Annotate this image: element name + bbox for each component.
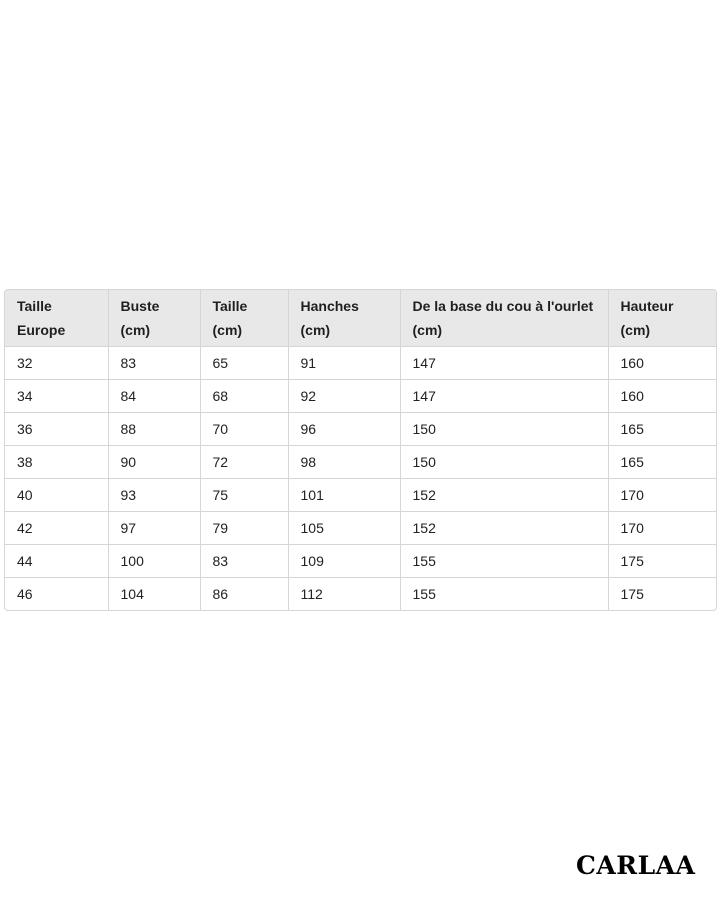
header-row xyxy=(5,290,716,347)
table-cell: 46 xyxy=(5,578,108,611)
table-cell: 155 xyxy=(400,578,608,611)
table-cell: 175 xyxy=(620,586,644,602)
table-cell: 83 xyxy=(200,545,288,578)
header-label: Taille xyxy=(17,298,52,314)
table-cell: 75 xyxy=(200,479,288,512)
table-cell: 160 xyxy=(608,380,716,413)
header-label: Buste xyxy=(120,298,160,314)
header-sublabel: (cm) xyxy=(300,322,331,338)
table-cell: 65 xyxy=(200,347,288,380)
table-cell: 93 xyxy=(108,479,200,512)
header-sublabel: Europe xyxy=(17,322,66,338)
size-chart-table-container xyxy=(4,289,717,611)
header-cell-height xyxy=(608,290,716,347)
header-cell-eu-size xyxy=(5,290,108,347)
table-cell: 34 xyxy=(5,380,108,413)
table-cell: 105 xyxy=(288,512,400,545)
table-cell: 84 xyxy=(108,380,200,413)
table-cell: 147 xyxy=(400,347,608,380)
table-cell: 91 xyxy=(288,347,400,380)
header-sublabel: (cm) xyxy=(212,322,243,338)
table-cell: 100 xyxy=(108,545,200,578)
table-cell: 79 xyxy=(200,512,288,545)
table-cell: 96 xyxy=(288,413,400,446)
header-cell-hips xyxy=(288,290,400,347)
table-cell: 90 xyxy=(108,446,200,479)
table-cell: 72 xyxy=(200,446,288,479)
table-row xyxy=(5,479,716,512)
table-cell: 109 xyxy=(288,545,400,578)
table-cell: 97 xyxy=(108,512,200,545)
table-body xyxy=(5,347,716,611)
table-cell: 88 xyxy=(108,413,200,446)
table-cell: 32 xyxy=(5,347,108,380)
table-cell: 170 xyxy=(608,479,716,512)
table-row xyxy=(5,512,716,545)
table-cell: 150 xyxy=(400,413,608,446)
table-cell: 44 xyxy=(5,545,108,578)
table-row xyxy=(5,347,716,380)
header-cell-neck-to-hem xyxy=(400,290,608,347)
table-cell: 101 xyxy=(288,479,400,512)
table-header xyxy=(5,290,716,347)
brand-logo: CARLAA xyxy=(576,851,696,880)
table-cell: 165 xyxy=(608,413,716,446)
header-label: De la base du cou à l'ourlet xyxy=(412,298,594,314)
header-sublabel: (cm) xyxy=(120,322,151,338)
table-cell: 175 xyxy=(608,545,716,578)
table-row xyxy=(5,446,716,479)
table-cell: 147 xyxy=(400,380,608,413)
table-cell: 155 xyxy=(400,545,608,578)
table-row xyxy=(5,545,716,578)
table-cell: 68 xyxy=(200,380,288,413)
table-cell: 150 xyxy=(400,446,608,479)
table-cell: 83 xyxy=(108,347,200,380)
table-cell: 104 xyxy=(108,578,200,611)
header-cell-waist xyxy=(200,290,288,347)
header-sublabel: (cm) xyxy=(620,322,651,338)
table-cell: 92 xyxy=(288,380,400,413)
table-row xyxy=(5,578,716,611)
table-cell: 70 xyxy=(200,413,288,446)
size-chart-table xyxy=(5,290,716,610)
table-cell: 42 xyxy=(5,512,108,545)
table-cell: 170 xyxy=(608,512,716,545)
table-cell: 152 xyxy=(400,479,608,512)
header-label: Hauteur xyxy=(620,298,674,314)
header-sublabel: (cm) xyxy=(412,322,443,338)
table-cell: 152 xyxy=(400,512,608,545)
header-label: Taille xyxy=(212,298,248,314)
table-cell: 165 xyxy=(608,446,716,479)
table-row xyxy=(5,380,716,413)
table-cell: 160 xyxy=(608,347,716,380)
table-cell: 112 xyxy=(288,578,400,611)
header-cell-bust xyxy=(108,290,200,347)
table-cell: 40 xyxy=(5,479,108,512)
table-row xyxy=(5,413,716,446)
table-cell: 98 xyxy=(288,446,400,479)
header-label: Hanches xyxy=(300,298,359,314)
table-cell: 38 xyxy=(5,446,108,479)
table-cell: 36 xyxy=(5,413,108,446)
table-cell: 86 xyxy=(200,578,288,611)
